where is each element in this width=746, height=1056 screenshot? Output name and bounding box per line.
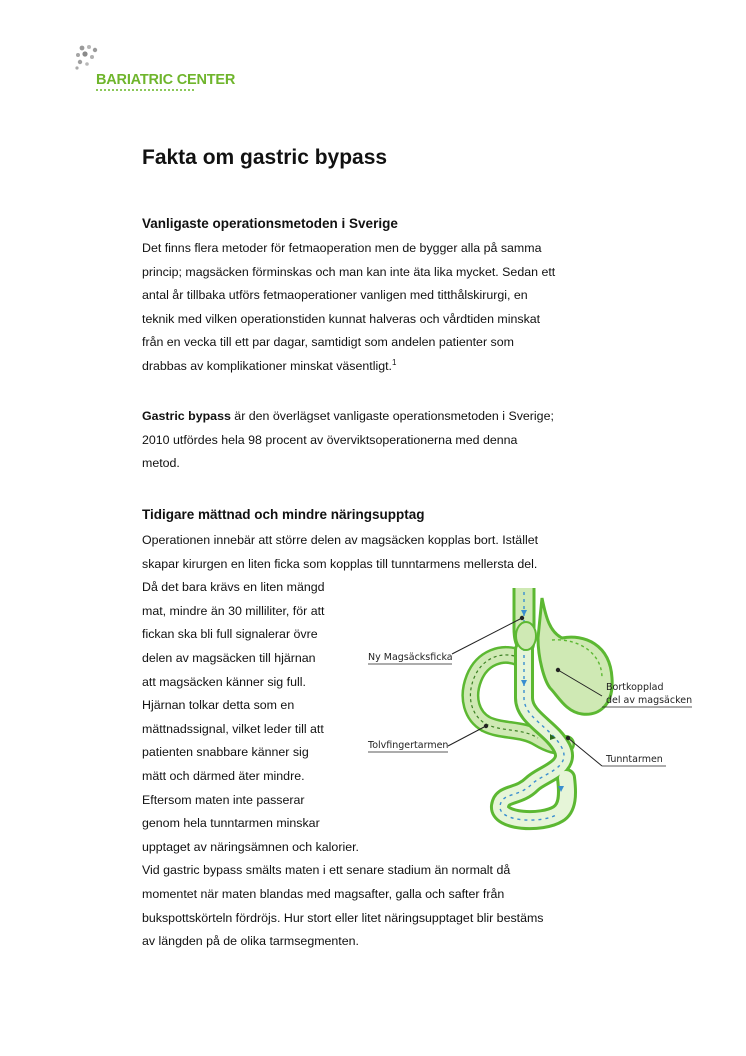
section2-heading: Tidigare mättnad och mindre näringsupptag [142,507,425,522]
page-title: Fakta om gastric bypass [142,146,388,169]
bariatric-center-logo [74,44,274,94]
gastric-bypass-illustration [362,588,702,838]
section1-paragraph2 [142,405,554,476]
text-line-with-footnote [142,355,555,379]
text-line: av längden på de olika tarmsegmenten. [142,934,359,949]
text-fragment: är den överlägset vanligaste operationsmetoden i Sverige; [230,409,554,423]
text-line: metod. [142,456,180,471]
text-line: genom hela tunntarmen minskar [142,816,320,831]
text-line: mättnadssignal, vilket leder till att [142,721,324,736]
text-line: 2010 utfördes hela 98 procent av överviktsoperationerna med denna [142,432,518,447]
text-line: Vid gastric bypass smälts maten i ett senare stadium än normalt då [142,863,511,878]
text-line: Det finns flera metoder för fetmaoperation men de bygger alla på samma [142,241,542,255]
text-line: att magsäcken känner sig full. [142,674,306,689]
logo-text: BARIATRIC CENTER [96,72,236,88]
section1-paragraph1 [142,237,555,379]
text-line: drabbas av komplikationer minskat väsentligt. [142,358,392,373]
text-line: patienten snabbare känner sig [142,745,309,760]
bypassed-stomach-shape [538,598,612,714]
text-line: från en vecka till ett par dagar, samtidigt som andelen patienter som [142,335,514,350]
gastric-pouch-shape [516,622,536,650]
text-line: Hjärnan tolkar detta som en [142,698,295,713]
label-new-pouch: Ny Magsäcksficka [368,652,453,663]
text-line [142,405,554,429]
logo-underline [96,89,194,94]
footnote-marker: 1 [392,357,397,367]
text-line: princip; magsäcken förminskas och man kan inte äta lika mycket. Sedan ett [142,264,556,279]
text-line: momentet när maten blandas med magsafter, galla och safter från [142,886,505,901]
text-line: mätt och därmed äter mindre. [142,768,305,783]
section1-heading: Vanligaste operationsmetoden i Sverige [142,216,398,231]
text-line: skapar kirurgen en liten ficka som kopplas till tunntarmens mellersta del. [142,556,538,571]
logo-molecule-icon [74,44,100,74]
text-line: Då det bara krävs en liten mängd [142,580,325,595]
text-line: upptaget av näringsämnen och kalorier. [142,839,359,854]
label-small-intestine: Tunntarmen [606,754,663,765]
text-line: delen av magsäcken till hjärnan [142,650,316,665]
label-bypassed-stomach-1: Bortkopplad [606,682,664,693]
text-line: Eftersom maten inte passerar [142,792,305,807]
text-line: bukspottskörteln fördröjs. Hur stort eller litet näringsupptaget blir bestäms [142,910,544,925]
text-line: mat, mindre än 30 milliliter, för att [142,603,325,618]
bold-term: Gastric bypass [142,409,231,423]
text-line: antal år tillbaka utförs fetmaoperationer vanligen med titthålskirurgi, en [142,288,528,303]
label-bypassed-stomach-2: del av magsäcken [606,695,693,706]
gastric-bypass-diagram [362,588,702,838]
text-line: Operationen innebär att större delen av magsäcken kopplas bort. Istället [142,533,539,547]
text-line: fickan ska bli full signalerar övre [142,627,318,642]
label-duodenum: Tolvfingertarmen [368,740,449,751]
text-line: teknik med vilken operationstiden kunnat halveras och vårdtiden minskat [142,311,541,326]
